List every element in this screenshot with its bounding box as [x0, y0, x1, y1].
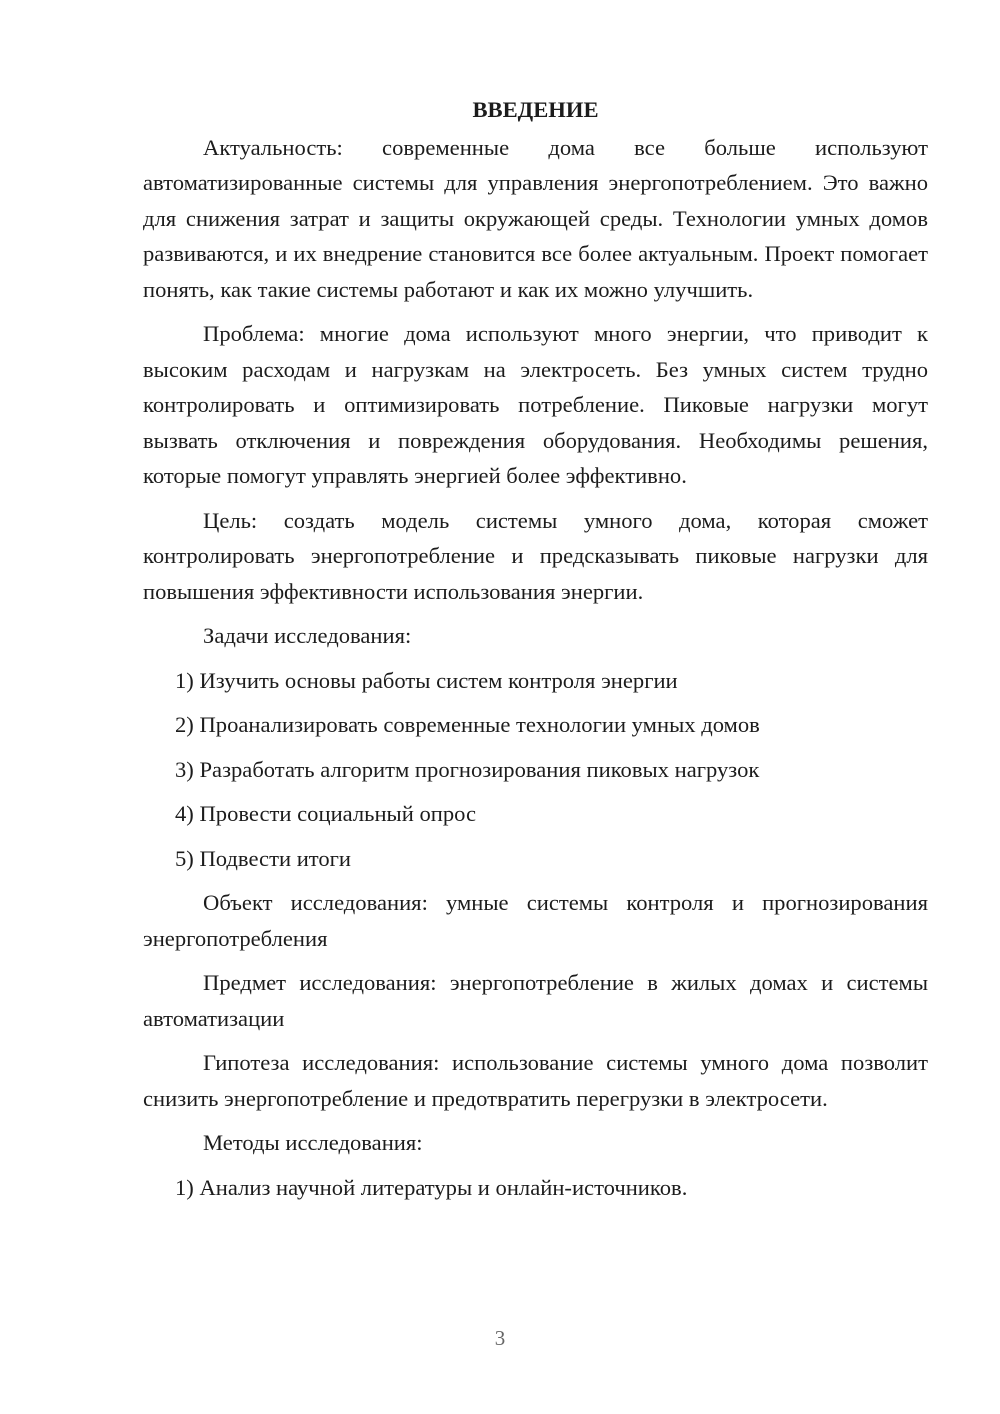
paragraph-problem: Проблема: многие дома используют много энергии, что приводит к высоким расходам и нагрузкам на электросеть. Без умных систем трудно контролировать и оптимизировать потребление. Пиковые нагрузки могут вызвать отключения и повреждения оборудования. Необходимы решения, которые помогут управлять энергией более эффективно.	[143, 321, 928, 488]
paragraph-hypothesis: Гипотеза исследования: использование системы умного дома позволит снизить энергопотребление и предотвратить перегрузки в электросети.	[143, 1050, 928, 1111]
section-heading: ВВЕДЕНИЕ	[472, 97, 599, 122]
tasks-heading: Задачи исследования:	[203, 623, 412, 648]
methods-heading: Методы исследования:	[203, 1130, 423, 1155]
list-item: 2) Проанализировать современные технологии умных домов	[175, 712, 760, 737]
list-item: 5) Подвести итоги	[175, 845, 352, 871]
tasks-list	[143, 663, 928, 877]
paragraph-relevance: Актуальность: современные дома все больше используют автоматизированные системы для управления энергопотреблением. Это важно для снижения затрат и защиты окружающей среды. Технологии умных домов развиваются, и их внедрение становится все более актуальным. Проект помогает понять, как такие системы работают и как их можно улучшить.	[143, 134, 928, 302]
list-item: 4) Провести социальный опрос	[175, 801, 477, 826]
list-item: 1) Изучить основы работы систем контроля энергии	[175, 667, 678, 693]
list-item: 3) Разработать алгоритм прогнозирования пиковых нагрузок	[175, 756, 760, 782]
list-item: 1) Анализ научной литературы и онлайн-источников.	[175, 1174, 688, 1200]
paragraph-object: Объект исследования: умные системы контроля и прогнозирования энергопотребления	[143, 890, 928, 951]
paragraph-goal: Цель: создать модель системы умного дома, которая сможет контролировать энергопотребление и предсказывать пиковые нагрузки для повышения эффективности использования энергии.	[143, 507, 928, 604]
document-page	[143, 92, 928, 1205]
page-number: 3	[494, 1326, 506, 1350]
methods-list	[143, 1170, 928, 1206]
paragraph-subject: Предмет исследования: энергопотребление в жилых домах и системы автоматизации	[143, 970, 928, 1031]
